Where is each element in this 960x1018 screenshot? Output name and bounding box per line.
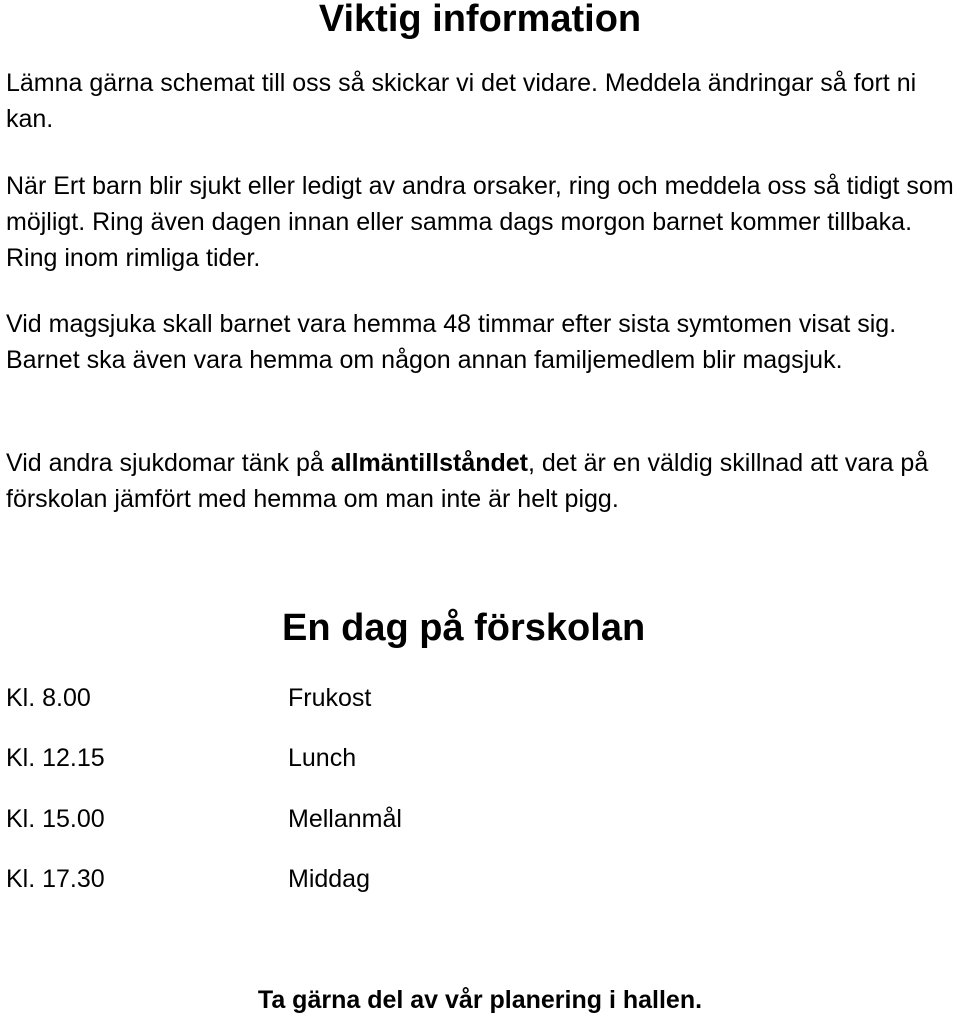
footer-note: Ta gärna del av vår planering i hallen. [257, 986, 703, 1014]
other-illness-text-end: , det är en väldig skillnad att vara på förskolan jämfört med hemma om man inte är helt pigg. [6, 449, 929, 513]
schedule-activity: Mellanmål [288, 805, 402, 833]
schedule-activity: Frukost [288, 684, 372, 712]
schedule-row [0, 680, 960, 716]
schedule-title: En dag på förskolan [282, 607, 646, 649]
schedule-time: Kl. 17.30 [6, 865, 105, 893]
other-illness-bold-term: allmäntillståndet [330, 449, 528, 477]
other-illness-text-start: Vid andra sjukdomar tänk på [6, 449, 331, 477]
schedule-activity: Lunch [288, 744, 357, 772]
schedule-time: Kl. 15.00 [6, 805, 105, 833]
schedule-row [0, 740, 960, 776]
schedule-time: Kl. 8.00 [6, 684, 91, 712]
paragraph-schedule-info: Lämna gärna schemat till oss så skickar vi det vidare. Meddela ändringar så fort ni kan. [6, 69, 917, 133]
schedule-activity: Middag [288, 865, 370, 893]
paragraph-absence-info: När Ert barn blir sjukt eller ledigt av andra orsaker, ring och meddela oss så tidigt som möjligt. Ring även dagen innan eller samma dags morgon barnet kommer tillbaka. Ring inom rimliga tider. [6, 172, 954, 272]
schedule-time: Kl. 12.15 [6, 744, 105, 772]
paragraph-stomach-illness: Vid magsjuka skall barnet vara hemma 48 timmar efter sista symtomen visat sig. Barnet ska även vara hemma om någon annan familjemedlem blir magsjuk. [6, 310, 897, 374]
page-title: Viktig information [318, 0, 642, 40]
schedule-row [0, 861, 960, 897]
schedule-row [0, 801, 960, 837]
paragraph-other-illness [6, 445, 956, 517]
